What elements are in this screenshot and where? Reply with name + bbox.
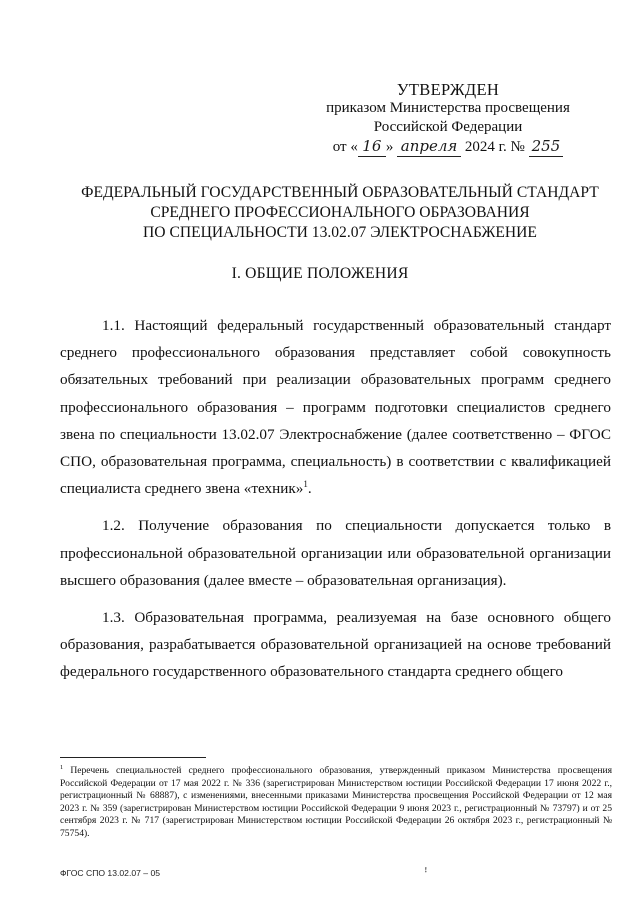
handwritten-order-number: 255 xyxy=(529,137,564,157)
handwritten-month: апреля xyxy=(397,137,461,157)
standard-title-line-2: СРЕДНЕГО ПРОФЕССИОНАЛЬНОГО ОБРАЗОВАНИЯ xyxy=(150,204,530,221)
footnote xyxy=(60,765,612,841)
footnote-ref: 1 xyxy=(303,479,308,490)
date-year: 2024 г. № xyxy=(464,139,525,155)
paragraph-1-1-end: . xyxy=(307,480,312,498)
standard-title-line-1: ФЕДЕРАЛЬНЫЙ ГОСУДАРСТВЕННЫЙ ОБРАЗОВАТЕЛЬНЫЙ СТАНДАРТ xyxy=(81,184,599,201)
date-mid: » xyxy=(385,139,394,155)
paragraph-1-3: 1.3. Образовательная программа, реализуемая на базе основного общего образования, разрабатывается образовательной организацией на основе требований федерального государственного образовательного стандарта среднего общего xyxy=(60,609,611,681)
paragraph-1-1 xyxy=(60,312,611,502)
page-mark: ꜝ xyxy=(424,868,428,880)
paragraph-1-2: 1.2. Получение образования по специальности допускается только в профессиональной образовательной организации или образовательной организации высшего образования (далее вместе – образовательная организация). xyxy=(60,517,611,589)
paragraph-1-1-text: 1.1. Настоящий федеральный государственный образовательный стандарт среднего профессионального образования представляет собой совокупность обязательных требований при реализации образовательных программ среднего профессионального образования – программ подготовки специалистов среднего звена по специальности 13.02.07 Электроснабжение (далее соответственно – ФГОС СПО, образовательная программа, специальность) в соответствии с квалификацией специалиста среднего звена «техник» xyxy=(60,317,611,498)
approval-order-line: приказом Министерства просвещения xyxy=(326,100,570,116)
approval-country-line: Российской Федерации xyxy=(373,119,523,135)
section-heading: I. ОБЩИЕ ПОЛОЖЕНИЯ xyxy=(231,265,409,282)
footnote-text: Перечень специальностей среднего профессионального образования, утвержденный приказом Министерства просвещения Российской Федерации от 17 мая 2022 г. № 336 (зарегистрирован Министерством юстиции Российской Федерации 17 июня 2022 г., регистрационный № 68887), с изменениями, внесенными приказами Министерства просвещения Российской Федерации от 12 мая 2023 г. № 359 (зарегистрирован Министерством юстиции Российской Федерации 9 июня 2023 г., регистрационный № 73797) и от 25 сентября 2023 г. № 717 (зарегистрирован Министерством юстиции Российской Федерации 26 октября 2023 г., регистрационный № 75754). xyxy=(60,765,613,839)
approval-title: УТВЕРЖДЕН xyxy=(396,80,500,99)
date-prefix: от « xyxy=(332,139,358,155)
document-code: ФГОС СПО 13.02.07 – 05 xyxy=(60,868,161,878)
standard-title xyxy=(40,183,640,243)
approval-date-line xyxy=(298,137,598,157)
footnote-separator xyxy=(60,757,206,758)
handwritten-day: 16 xyxy=(358,137,386,157)
approval-block xyxy=(298,80,598,157)
footnote-number: 1 xyxy=(60,763,64,771)
standard-title-line-3: ПО СПЕЦИАЛЬНОСТИ 13.02.07 ЭЛЕКТРОСНАБЖЕНИЕ xyxy=(143,224,537,241)
body-text xyxy=(60,312,611,686)
